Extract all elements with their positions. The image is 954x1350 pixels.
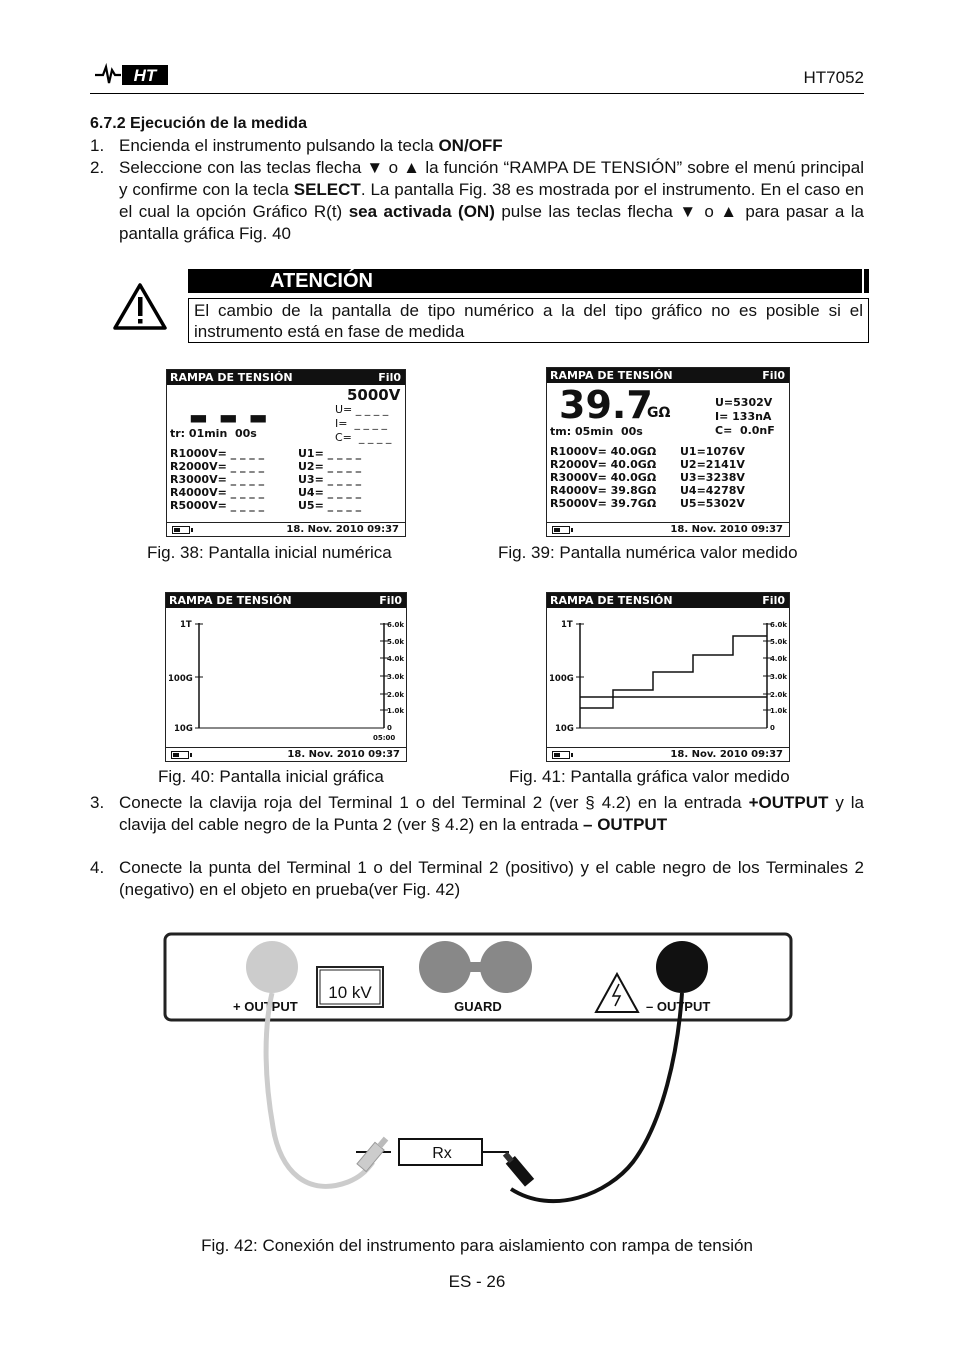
svg-text:10G: 10G: [174, 724, 193, 734]
svg-text:4.0k: 4.0k: [387, 655, 405, 663]
svg-text:1T: 1T: [561, 620, 573, 630]
svg-text:6.0k: 6.0k: [387, 621, 405, 629]
svg-text:GUARD: GUARD: [454, 999, 502, 1014]
svg-text:2.0k: 2.0k: [770, 691, 788, 699]
battery-icon: [171, 751, 189, 759]
caption-fig41: Fig. 41: Pantalla gráfica valor medido: [509, 767, 790, 786]
screen-fig40: RAMPA DE TENSIÓN Fil0 1T 100G 10G 6.0k 5.0k 4.0k 3.0k 2.0k 1.0k 0 05:00 18. Nov. 2010 09:37: [165, 592, 407, 762]
step-1: 1. Encienda el instrumento pulsando la tecla ON/OFF: [90, 136, 503, 155]
guard-terminal-left: [419, 941, 471, 993]
screen-fig39: RAMPA DE TENSIÓN Fil0 39.7 GΩ U=5302V I= 133nA C= 0.0nF tm: 05min 00s R1000V= 40.0GΩ R2000V= 40.0GΩ R3000V= 40.0GΩ R4000V= 39.8GΩ R5000V= 39.7GΩ U1=1076V U2=2141V U3=3238V U4=4278V U5=5302V 18. Nov. 2010 09:37: [546, 367, 790, 537]
svg-text:1T: 1T: [180, 620, 192, 630]
svg-text:3.0k: 3.0k: [387, 673, 405, 681]
graph-fig41: [547, 608, 788, 748]
header-rule: [90, 93, 864, 94]
svg-text:3.0k: 3.0k: [770, 673, 788, 681]
step-2: 2. Seleccione con las teclas flecha ▼ o ▲ la función “RAMPA DE TENSIÓN” sobre el menú principal y confirme con la tecla SELECT. La pantalla Fig. 38 es mostrada por el instrumento. En el caso en el cual la opción Gráfico R(t) sea activada (ON) pulse las teclas flecha ▼ o ▲ para pasar a la pantalla gráfica Fig. 40: [90, 158, 864, 243]
ht-logo: [93, 62, 173, 88]
svg-text:0: 0: [770, 724, 775, 732]
caption-fig38: Fig. 38: Pantalla inicial numérica: [147, 543, 392, 562]
svg-text:100G: 100G: [168, 674, 193, 684]
svg-text:5.0k: 5.0k: [387, 638, 405, 646]
svg-text:1.0k: 1.0k: [387, 707, 405, 715]
screen-fig41: RAMPA DE TENSIÓN Fil0 1T 100G 10G 6.0k 5.0k 4.0k 3.0k 2.0k 1.0k 0 18. Nov. 2010 09:37: [546, 592, 790, 762]
battery-icon: [552, 526, 570, 534]
svg-text:4.0k: 4.0k: [770, 655, 788, 663]
page-number: ES - 26: [448, 1272, 506, 1291]
warning-icon: [112, 282, 168, 332]
step-3: 3. Conecte la clavija roja del Terminal 1 o del Terminal 2 (ver § 4.2) en la entrada +OUTPUT y la clavija del cable negro de la Punta 2 (ver § 4.2) en la entrada – OUTPUT: [90, 793, 864, 834]
caption-fig42: Fig. 42: Conexión del instrumento para aislamiento con rampa de tensión: [201, 1236, 753, 1255]
svg-text:0: 0: [387, 724, 392, 732]
step-4: 4. Conecte la punta del Terminal 1 o del Terminal 2 (positivo) y el cable negro de los Terminales 2 (negativo) en el objeto en prueba(ver Fig. 42): [90, 858, 864, 899]
caption-fig39: Fig. 39: Pantalla numérica valor medido: [498, 543, 798, 562]
battery-icon: [172, 526, 190, 534]
svg-text:10G: 10G: [555, 724, 574, 734]
minus-output-terminal: [656, 941, 708, 993]
plus-output-terminal: [246, 941, 298, 993]
attention-title: ATENCIÓN: [188, 269, 862, 293]
svg-text:5.0k: 5.0k: [770, 638, 788, 646]
svg-text:1.0k: 1.0k: [770, 707, 788, 715]
section-title: 6.7.2 Ejecución de la medida: [90, 115, 307, 132]
svg-text:05:00: 05:00: [373, 734, 396, 742]
connection-diagram: [163, 932, 795, 1217]
caption-fig40: Fig. 40: Pantalla inicial gráfica: [158, 767, 384, 786]
graph-fig40: [166, 608, 405, 748]
attention-bar: [864, 269, 869, 293]
svg-text:– OUTPUT: – OUTPUT: [646, 999, 711, 1014]
attention-text: El cambio de la pantalla de tipo numérico a la del tipo gráfico no es posible si el instrumento está en fase de medida: [188, 298, 869, 343]
svg-text:2.0k: 2.0k: [387, 691, 405, 699]
model-name: HT7052: [803, 68, 864, 87]
svg-text:+ OUTPUT: + OUTPUT: [233, 999, 298, 1014]
screen-fig38: RAMPA DE TENSIÓN Fil0 5000V ▬ ▬ ▬ U= _ _ _ _ I= _ _ _ _ C= _ _ _ _ tr: 01min 00s R1000V= _ _ _ _ R2000V= _ _ _ _ R3000V= _ _ _ _ R4000V= _ _ _ _ R5000V= _ _ _ _ U1= _ _ _ _ U2= _ _ _ _ U3= _ _ _ _ U4= _ _ _ _ U5= _ _ _ _ 18. Nov. 2010 09:37: [166, 369, 406, 537]
battery-icon: [552, 751, 570, 759]
svg-text:6.0k: 6.0k: [770, 621, 788, 629]
svg-text:Rx: Rx: [432, 1145, 452, 1162]
svg-text:HT: HT: [133, 66, 157, 85]
guard-terminal-right: [480, 941, 532, 993]
svg-text:100G: 100G: [549, 674, 574, 684]
svg-text:10 kV: 10 kV: [328, 983, 372, 1002]
